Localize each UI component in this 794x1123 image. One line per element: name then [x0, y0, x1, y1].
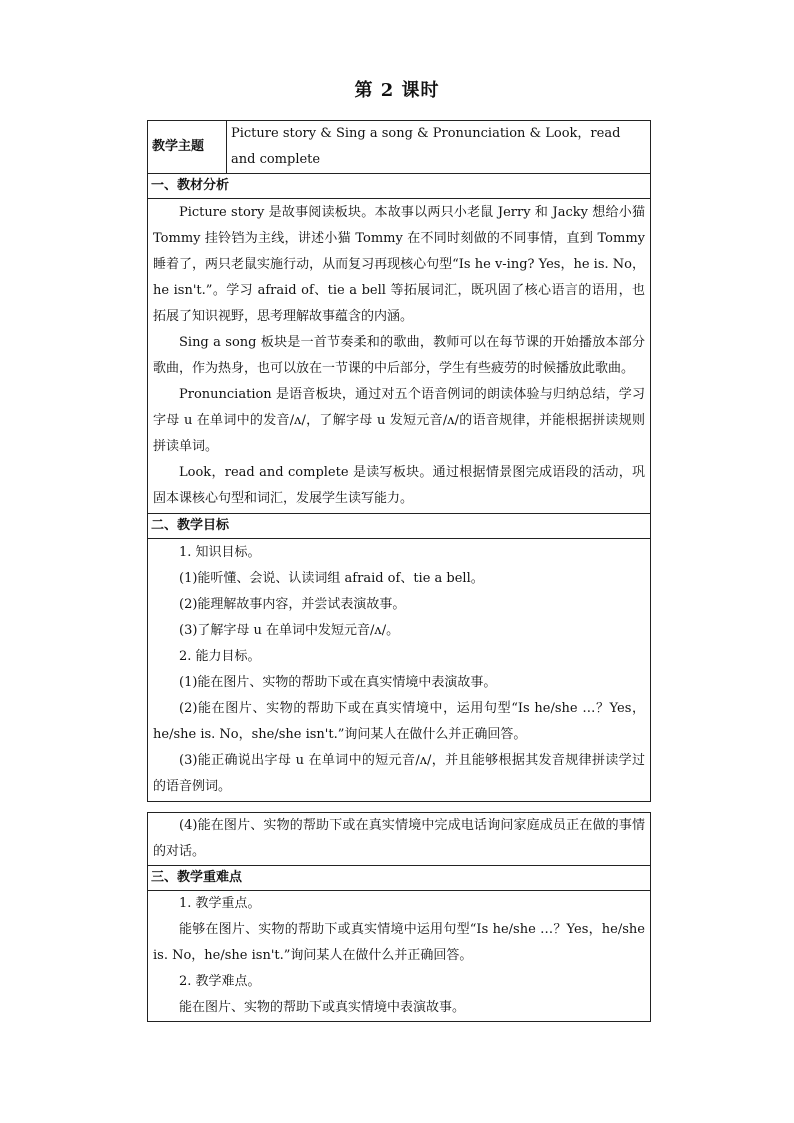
analysis-paragraph: Look，read and complete 是读写板块。通过根据情景图完成语段的活动，巩固本课核心句型和词汇，发展学生读写能力。: [153, 465, 645, 506]
topic-value: Picture story & Sing a song & Pronunciation & Look，read and complete: [227, 121, 651, 174]
key-point-item: 能在图片、实物的帮助下或真实情境中表演故事。: [179, 1000, 466, 1015]
objectives-content: [148, 539, 651, 802]
objective-item: (2)能理解故事内容，并尝试表演故事。: [179, 597, 406, 612]
key-point-item: 1. 教学重点。: [179, 896, 261, 911]
analysis-paragraph: Sing a song 板块是一首节奏柔和的歌曲，教师可以在每节课的开始播放本部分歌曲，作为热身，也可以放在一节课的中后部分，学生有些疲劳的时候播放此歌曲。: [153, 335, 645, 376]
analysis-content-row: [148, 199, 651, 514]
objective-item: (2)能在图片、实物的帮助下或在真实情境中，运用句型“Is he/she …？Yes，he/she is. No，she/she isn't.”询问某人在做什么并正确回答。: [153, 701, 645, 742]
objectives-content-row: [148, 539, 651, 802]
analysis-heading: 一、教材分析: [148, 174, 651, 199]
key-points-heading-row: [148, 866, 651, 891]
topic-label: 教学主题: [148, 121, 227, 174]
objectives-heading-row: [148, 514, 651, 539]
objectives-continued-row: [148, 813, 651, 866]
analysis-paragraph: Pronunciation 是语音板块，通过对五个语音例词的朗读体验与归纳总结，学习字母 u 在单词中的发音/ʌ/，了解字母 u 发短元音/ʌ/的语音规律，并能根据拼读规则拼读单词。: [153, 387, 645, 454]
key-points-heading: 三、教学重难点: [148, 866, 651, 891]
key-point-item: 能够在图片、实物的帮助下或真实情境中运用句型“Is he/she …？Yes，he/she is. No，he/she isn't.”询问某人在做什么并正确回答。: [153, 922, 645, 963]
analysis-paragraph: Picture story 是故事阅读板块。本故事以两只小老鼠 Jerry 和 Jacky 想给小猫 Tommy 挂铃铛为主线，讲述小猫 Tommy 在不同时刻做的不同事情，直到 Tommy 睡着了，两只老鼠实施行动，从而复习再现核心句型“Is he v-ing? Yes，he is. No，he isn't.”。学习 afraid of、tie a bell 等拓展词汇，既巩固了核心语言的语用，也拓展了知识视野，思考理解故事蕴含的内涵。: [153, 205, 645, 324]
key-point-item: 2. 教学难点。: [179, 974, 261, 989]
page-title: 第 2 课时: [354, 80, 440, 101]
objectives-heading: 二、教学目标: [148, 514, 651, 539]
objective-item: (3)了解字母 u 在单词中发短元音/ʌ/。: [179, 623, 400, 638]
lesson-plan-table: [147, 120, 651, 802]
objectives-continued: [148, 813, 651, 866]
objective-item: 1. 知识目标。: [179, 545, 261, 560]
objective-item: (3)能正确说出字母 u 在单词中的短元音/ʌ/，并且能够根据其发音规律拼读学过的语音例词。: [153, 753, 645, 794]
key-points-content: [148, 891, 651, 1022]
objective-item: (1)能听懂、会说、认读词组 afraid of、tie a bell。: [179, 571, 484, 586]
lesson-plan-table-continued: [147, 812, 651, 1022]
topic-row: [148, 121, 651, 174]
analysis-heading-row: [148, 174, 651, 199]
analysis-content: [148, 199, 651, 514]
objective-item: (4)能在图片、实物的帮助下或在真实情境中完成电话询问家庭成员正在做的事情的对话。: [153, 818, 645, 859]
objective-item: (1)能在图片、实物的帮助下或在真实情境中表演故事。: [179, 675, 497, 690]
objective-item: 2. 能力目标。: [179, 649, 261, 664]
key-points-content-row: [148, 891, 651, 1022]
